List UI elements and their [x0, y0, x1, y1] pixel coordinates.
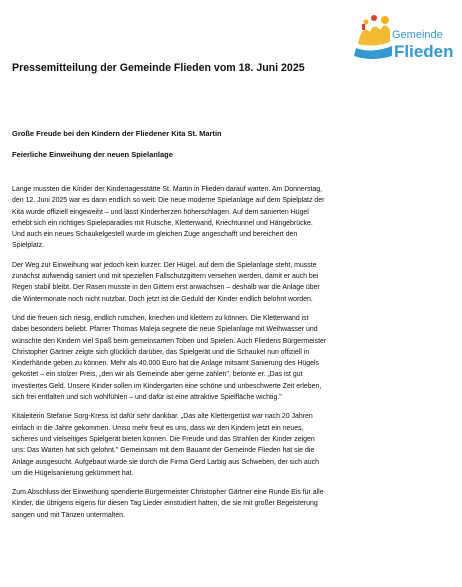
text-line: Und die freuen sich riesig, endlich rutschen, kriechen und klettern zu können. Die Kletterwand ist — [12, 314, 309, 322]
text-line: den 12. Juni 2025 war es dann endlich so weit: Die neue moderne Spielanlage auf dem Spielplatz der — [12, 197, 325, 205]
gemeinde-flieden-logo — [352, 8, 458, 62]
text-line: wünschte den Kindern viel Spaß beim gemeinsamen Toben und Spielen. Auch Fliedens Bürgermeister — [12, 337, 327, 345]
text-line: Zum Abschluss der Einweihung spendierte Bürgermeister Christopher Gärtner eine Runde Eis für alle — [12, 489, 324, 497]
paragraph-1 — [12, 184, 458, 252]
text-line: sicheres und vielseitiges Spielgerät bieten können. Die Freude und das Strahlen der Kinder zeigen — [12, 435, 315, 443]
paragraph-5 — [12, 487, 458, 521]
text-line: dabei besonders beliebt. Pfarrer Thomas Maleja segnete die neue Spielanlage mit Weihwasser und — [12, 326, 318, 334]
text-line: Kitaleiterin Stefanie Sorg-Kress ist dafür sehr dankbar. „Das alte Klettergerüst war nach 20 Jahren — [12, 413, 313, 421]
text-line: investiertes Geld. Unsere Kinder sollen im Kindergarten eine schöne und unbeschwerte Zeit erleben, — [12, 382, 322, 390]
paragraph-3 — [12, 313, 458, 403]
text-line: Und auch ein neues Schaukelgestell wurde im gleichen Zuge angeschafft und bereichert den — [12, 231, 298, 239]
text-line: Der Weg zur Einweihung war jedoch kein kurzer: Der Hügel, auf dem die Spielanlage steht, musste — [12, 261, 317, 269]
text-line: sich frei entfalten und sich wohlfühlen – und dafür ist eine attraktive Spielfläche wichtig." — [12, 394, 282, 402]
text-line: Regen stabil bleibt. Der Rasen musste in den Gittern erst anwachsen – deshalb war die Anlage über — [12, 284, 320, 292]
text-line: Anlage ausgesucht. Aufgebaut wurde sie durch die Firma Gerd Larbig aus Schweben, der sich auch — [12, 458, 319, 466]
logo-text-flieden: Flieden — [394, 42, 454, 61]
press-release-title: Pressemitteilung der Gemeinde Flieden vom 18. Juni 2025 — [12, 62, 305, 74]
text-line: erhebt sich ein richtiges Spieleparadies mit Rutsche, Kletterwand, Kriechtunnel und Hängebrücke. — [12, 219, 313, 227]
text-line: sangen und mit Tänzen untermalten. — [12, 511, 125, 519]
subheadline-2: Feierliche Einweihung der neuen Spielanlage — [12, 150, 173, 159]
text-line: Kinderhände geben zu können. Mehr als 40.000 Euro hat die Anlage mitsamt Sanierung des Hügels — [12, 360, 319, 368]
paragraph-4 — [12, 411, 458, 479]
text-line: Spielplatz. — [12, 242, 45, 250]
text-line: um die Hügelsanierung gekümmert hat. — [12, 469, 134, 477]
text-line: die Wintermonate noch nicht nutzbar. Doch jetzt ist die Geduld der Kinder endlich belohnt worden. — [12, 295, 313, 303]
paragraph-2 — [12, 260, 458, 305]
text-line: einfach in die Jahre gekommen. Umso mehr freut es uns, dass wir den Kindern jetzt ein neues, — [12, 424, 304, 432]
text-line: Lange mussten die Kinder der Kindertagesstätte St. Martin in Flieden darauf warten. Am Donnerstag, — [12, 186, 323, 193]
text-line: gekostet – ein stolzer Preis, „den wir als Gemeinde aber gerne zahlen", betonte er. „Das ist gut — [12, 371, 303, 379]
text-line: zunächst aufwendig saniert und mit speziellen Fallschutzgittern versehen werden, damit er auch bei — [12, 273, 319, 281]
text-line: Christopher Gärtner zeigte sich glücklich darüber, das Spielgerät und die Schaukel nun offiziell in — [12, 348, 310, 356]
article-body — [12, 184, 458, 529]
text-line: uns: Das Warten hat sich gelohnt." Gemeinsam mit dem Bauamt der Gemeinde Flieden hat sie die — [12, 447, 315, 455]
text-line: Kita wurde offiziell eingeweiht – und lässt Kinderherzen höherschlagen. Auf dem sanierten Hügel — [12, 208, 309, 216]
text-line: Kinder, die übrigens eigens für diesen Tag Lieder einstudiert hatten, die sie mit großer Begeisterung — [12, 500, 318, 508]
subheadline-1: Große Freude bei den Kindern der Fliedener Kita St. Martin — [12, 129, 222, 138]
logo-text-gemeinde: Gemeinde — [392, 29, 443, 41]
